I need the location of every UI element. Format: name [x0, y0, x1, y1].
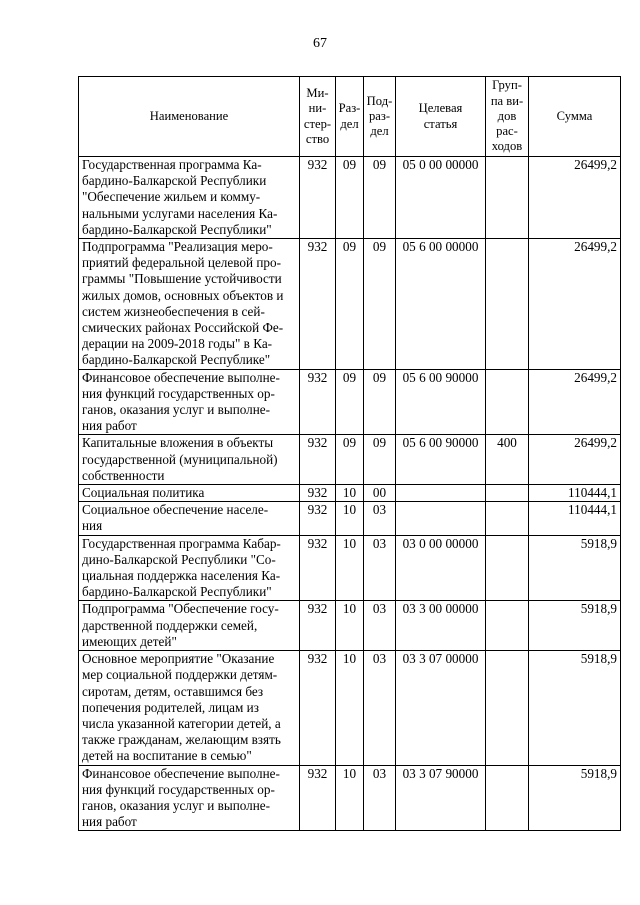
column-header-section: Раз- дел — [336, 77, 364, 157]
column-header-name: Наименование — [79, 77, 300, 157]
cell-expense-group — [486, 485, 529, 502]
cell-expense-group — [486, 369, 529, 435]
cell-section: 10 — [336, 651, 364, 765]
column-header-ministry: Ми- ни- стер- ство — [300, 77, 336, 157]
cell-subsection: 03 — [364, 765, 396, 831]
cell-name: Капитальные вложения в объекты государственной (муниципальной) собственности — [79, 435, 300, 485]
cell-section: 10 — [336, 535, 364, 601]
cell-sum: 5918,9 — [529, 651, 621, 765]
table-body — [79, 157, 621, 831]
cell-expense-group — [486, 651, 529, 765]
cell-target-article: 03 0 00 00000 — [396, 535, 486, 601]
cell-target-article — [396, 485, 486, 502]
cell-target-article: 05 0 00 00000 — [396, 157, 486, 239]
table-row — [79, 651, 621, 765]
cell-sum: 26499,2 — [529, 157, 621, 239]
cell-sum: 5918,9 — [529, 601, 621, 651]
cell-name: Финансовое обеспечение выполне- ния функций государственных ор- ганов, оказания услуг и выполне- ния работ — [79, 765, 300, 831]
cell-ministry: 932 — [300, 369, 336, 435]
page-number: 67 — [313, 36, 327, 51]
cell-subsection: 03 — [364, 535, 396, 601]
cell-target-article: 05 6 00 90000 — [396, 435, 486, 485]
cell-target-article — [396, 502, 486, 535]
cell-name: Подпрограмма "Обеспечение госу- дарственной поддержки семей, имеющих детей" — [79, 601, 300, 651]
cell-sum: 110444,1 — [529, 485, 621, 502]
cell-target-article: 03 3 07 00000 — [396, 651, 486, 765]
table-row — [79, 485, 621, 502]
cell-target-article: 03 3 07 90000 — [396, 765, 486, 831]
cell-target-article: 05 6 00 00000 — [396, 239, 486, 370]
cell-expense-group: 400 — [486, 435, 529, 485]
cell-ministry: 932 — [300, 502, 336, 535]
cell-sum: 26499,2 — [529, 435, 621, 485]
cell-subsection: 00 — [364, 485, 396, 502]
cell-sum: 5918,9 — [529, 535, 621, 601]
table-header-row — [79, 77, 621, 157]
table-row — [79, 239, 621, 370]
cell-target-article: 03 3 00 00000 — [396, 601, 486, 651]
cell-expense-group — [486, 601, 529, 651]
table-row — [79, 765, 621, 831]
cell-ministry: 932 — [300, 651, 336, 765]
cell-ministry: 932 — [300, 601, 336, 651]
cell-name: Основное мероприятие "Оказание мер социальной поддержки детям- сиротам, детям, оставшимся без попечения родителей, лицам из числа указанной категории детей, а также гражданам, желающим взять детей на воспитание в семью" — [79, 651, 300, 765]
cell-ministry: 932 — [300, 485, 336, 502]
cell-name: Социальная политика — [79, 485, 300, 502]
cell-section: 09 — [336, 239, 364, 370]
cell-expense-group — [486, 765, 529, 831]
cell-subsection: 03 — [364, 651, 396, 765]
column-header-target-article: Целевая статья — [396, 77, 486, 157]
table-row — [79, 601, 621, 651]
cell-subsection: 09 — [364, 239, 396, 370]
table-row — [79, 502, 621, 535]
cell-sum: 26499,2 — [529, 239, 621, 370]
cell-name: Государственная программа Кабар- дино-Балкарской Республики "Со- циальная поддержка населения Ка- бардино-Балкарской Республики" — [79, 535, 300, 601]
cell-sum: 26499,2 — [529, 369, 621, 435]
cell-ministry: 932 — [300, 435, 336, 485]
cell-ministry: 932 — [300, 239, 336, 370]
cell-name: Финансовое обеспечение выполне- ния функций государственных ор- ганов, оказания услуг и выполне- ния работ — [79, 369, 300, 435]
cell-subsection: 09 — [364, 157, 396, 239]
cell-name: Социальное обеспечение населе- ния — [79, 502, 300, 535]
cell-subsection: 03 — [364, 601, 396, 651]
table-row — [79, 369, 621, 435]
cell-subsection: 09 — [364, 369, 396, 435]
column-header-subsection: Под- раз- дел — [364, 77, 396, 157]
cell-expense-group — [486, 535, 529, 601]
cell-sum: 5918,9 — [529, 765, 621, 831]
cell-name: Подпрограмма "Реализация меро- приятий федеральной целевой про- граммы "Повышение устойчивости жилых домов, основных объектов и систем жизнеобеспечения в сей- смических районах Российской Фе- дерации на 2009-2018 годы" в Ка- бардино-Балкарской Республике" — [79, 239, 300, 370]
cell-subsection: 09 — [364, 435, 396, 485]
cell-section: 10 — [336, 765, 364, 831]
column-header-sum: Сумма — [529, 77, 621, 157]
cell-expense-group — [486, 502, 529, 535]
cell-ministry: 932 — [300, 765, 336, 831]
cell-section: 09 — [336, 369, 364, 435]
cell-expense-group — [486, 239, 529, 370]
budget-table — [78, 76, 621, 831]
column-header-expense-group: Груп- па ви- дов рас- ходов — [486, 77, 529, 157]
cell-section: 10 — [336, 502, 364, 535]
table-row — [79, 435, 621, 485]
cell-ministry: 932 — [300, 535, 336, 601]
cell-target-article: 05 6 00 90000 — [396, 369, 486, 435]
cell-sum: 110444,1 — [529, 502, 621, 535]
table-row — [79, 535, 621, 601]
cell-section: 10 — [336, 601, 364, 651]
cell-ministry: 932 — [300, 157, 336, 239]
cell-section: 09 — [336, 157, 364, 239]
cell-section: 10 — [336, 485, 364, 502]
cell-subsection: 03 — [364, 502, 396, 535]
table-row — [79, 157, 621, 239]
cell-expense-group — [486, 157, 529, 239]
cell-name: Государственная программа Ка- бардино-Балкарской Республики "Обеспечение жильем и комму- нальными услугами населения Ка- бардино-Балкарской Республики" — [79, 157, 300, 239]
cell-section: 09 — [336, 435, 364, 485]
